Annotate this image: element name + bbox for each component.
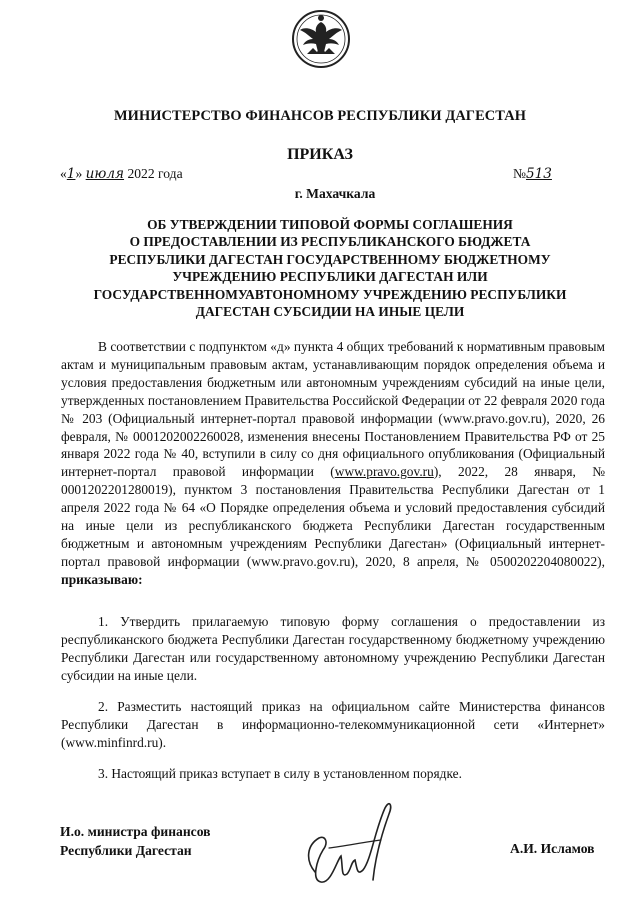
item-2-text: 2. Разместить настоящий приказ на официальном сайте Министерства финансов Республики Дагестан в информационно-телекоммуникационной сети «Интернет» (www.minfinrd.ru). (61, 699, 605, 750)
item-1-paragraph (61, 613, 605, 685)
heading-line: ОБ УТВЕРЖДЕНИИ ТИПОВОЙ ФОРМЫ СОГЛАШЕНИЯ (147, 217, 513, 232)
heading-line: РЕСПУБЛИКИ ДАГЕСТАН ГОСУДАРСТВЕННОМУ БЮДЖЕТНОМУ (109, 251, 551, 267)
order-number (513, 166, 552, 182)
preamble-text-1: В соответствии с подпунктом «д» пункта 4 общих требований к нормативным правовым актам и муниципальным правовым актам, устанавливающим порядок определения объема и условия предоставления бюджетным или автономным учреждениям субсидий на иные цели, утвержденных постановлением Правительства Российской Федерации от 22 февраля 2020 года № 203 (Официальный интернет-портал правовой информации (www.pravo.gov.ru), 2020, 26 февраля, № 0001202002260028, изменения внесены Постановлением Правительства РФ от 25 января 2022 года № 40, вступили в силу со дня официального опубликования (Официальный интернет-портал правовой информации ( (61, 339, 605, 480)
signatory-position (60, 822, 211, 860)
number-value: 513 (525, 166, 552, 182)
date-year: 2022 года (127, 166, 183, 181)
item-3-text: 3. Настоящий приказ вступает в силу в установленном порядке. (98, 766, 462, 781)
date-open-quote: « (60, 166, 67, 181)
heading-line: УЧРЕЖДЕНИЮ РЕСПУБЛИКИ ДАГЕСТАН ИЛИ (172, 269, 488, 285)
position-line-2: Республики Дагестан (60, 843, 192, 858)
number-sign: № (513, 166, 526, 181)
pravo-link[interactable]: www.pravo.gov.ru (334, 464, 434, 480)
handwritten-signature (285, 790, 405, 895)
heading-line: О ПРЕДОСТАВЛЕНИИ ИЗ РЕСПУБЛИКАНСКОГО БЮДЖЕТА (129, 234, 531, 250)
date-month: июля (85, 166, 125, 182)
preamble-paragraph (61, 338, 605, 589)
order-title: ПРИКАЗ (287, 146, 353, 163)
order-date (60, 166, 183, 182)
date-close-quote: » (75, 166, 83, 181)
ministry-title: МИНИСТЕРСТВО ФИНАНСОВ РЕСПУБЛИКИ ДАГЕСТАН (113, 108, 527, 124)
city-line: г. Махачкала (294, 186, 376, 201)
coat-of-arms-emblem (291, 8, 351, 70)
item-1-text: 1. Утвердить прилагаемую типовую форму соглашения о предоставлении из республиканского бюджета Республики Дагестан государственному бюджетному учреждению Республики Дагестан или государственному автономному учреждению Республики Дагестан субсидии на иные цели. (61, 614, 605, 683)
document-heading (50, 216, 610, 320)
preamble-text-2: ), 2022, 28 января, № 0001202201280019), пунктом 3 постановления Правительства Республики Дагестан от 1 апреля 2022 года № 64 «О Порядке определения объема и условий предоставления субсидий на иные цели из республиканского бюджета Республики Дагестан государственным бюджетным и автономным учреждениям Республики Дагестан» (Официальный интернет-портал правовой информации (www.pravo.gov.ru), 2020, 8 апреля, № 0500202204080022), (61, 464, 605, 569)
heading-line: ДАГЕСТАН СУБСИДИИ НА ИНЫЕ ЦЕЛИ (195, 304, 465, 320)
date-day: 1 (66, 166, 76, 182)
signatory-name: А.И. Исламов (510, 841, 595, 856)
item-3-paragraph (61, 765, 605, 783)
heading-line: ГОСУДАРСТВЕННОМУАВТОНОМНОМУ УЧРЕЖДЕНИЮ РЕСПУБЛИКИ (93, 286, 567, 302)
position-line-1: И.о. министра финансов (60, 824, 211, 839)
preamble-order-word: приказываю: (61, 571, 143, 587)
item-2-paragraph (61, 698, 605, 752)
